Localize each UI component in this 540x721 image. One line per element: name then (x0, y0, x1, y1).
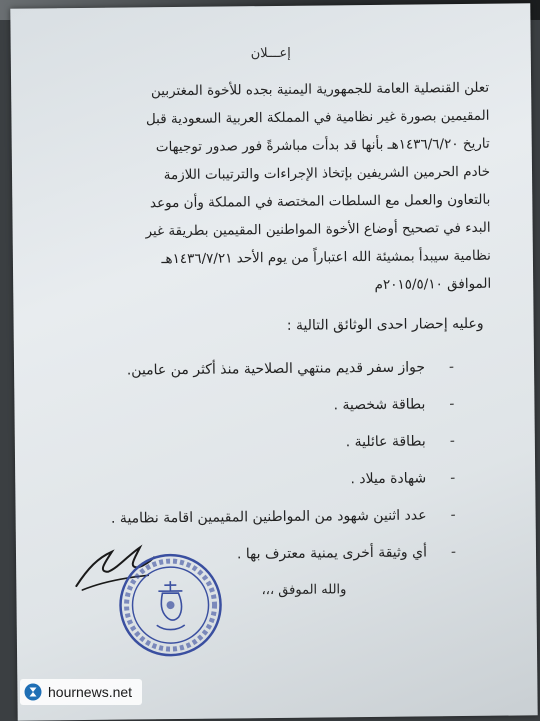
body-line: تاريخ ١٤٣٦/٦/٢٠هـ بأنها قد بدأت مباشرةً فور صدور توجيهات (155, 135, 490, 156)
body-line: بالتعاون والعمل مع السلطات المختصة في المملكة وأن موعد (149, 191, 491, 212)
list-item (95, 460, 455, 501)
bullet-dash: - (450, 544, 457, 561)
bullet-dash: - (450, 470, 456, 487)
closing-phrase: والله الموفق ،،، (261, 582, 347, 599)
body-line: الموافق ٢٠١٥/٥/١٠م (374, 275, 492, 293)
list-item (95, 423, 455, 464)
announcement-body (49, 74, 491, 303)
list-item-text: بطاقة شخصية . (333, 396, 426, 414)
list-item-text: عدد اثنين شهود من المواطنين المقيمين اقامة نظامية . (110, 507, 427, 527)
announcement-title: إعـــلان (250, 45, 291, 62)
body-line: نظامية سيبدأ بمشيئة الله اعتباراً من يوم الأحد ١٤٣٦/٧/٢١هـ (161, 247, 491, 268)
list-item-text: جواز سفر قديم منتهي الصلاحية منذ أكثر من عامين. (126, 359, 426, 379)
consulate-stamp-icon (116, 551, 225, 660)
hourglass-logo-icon (24, 683, 42, 701)
document-paper (10, 3, 537, 720)
bullet-dash: - (449, 396, 455, 413)
body-line: البدء في تصحيح أوضاع الأخوة المواطنين المقيمين بطريقة غير (145, 219, 491, 240)
bullet-dash: - (450, 507, 456, 524)
body-line: خادم الحرمين الشريفين بإتخاذ الإجراءات والترتيبات اللازمة (163, 163, 491, 184)
list-item-text: بطاقة عائلية . (345, 433, 426, 451)
bullet-dash: - (449, 433, 455, 450)
list-item-text: أي وثيقة أخرى يمنية معترف بها . (236, 544, 428, 563)
site-watermark (20, 679, 142, 705)
watermark-text: hournews.net (48, 684, 133, 700)
list-item (94, 349, 454, 390)
required-documents-intro: وعليه إحضار احدى الوثائق التالية : (286, 315, 484, 334)
list-item (95, 497, 455, 538)
body-line: المقيمين بصورة غير نظامية في المملكة العربية السعودية قبل (145, 107, 490, 128)
list-item-text: شهادة ميلاد . (350, 470, 427, 488)
list-item (94, 386, 454, 427)
body-line: تعلن القنصلية العامة للجمهورية اليمنية بجده للأخوة المغتربين (150, 79, 490, 100)
bullet-dash: - (448, 359, 455, 376)
